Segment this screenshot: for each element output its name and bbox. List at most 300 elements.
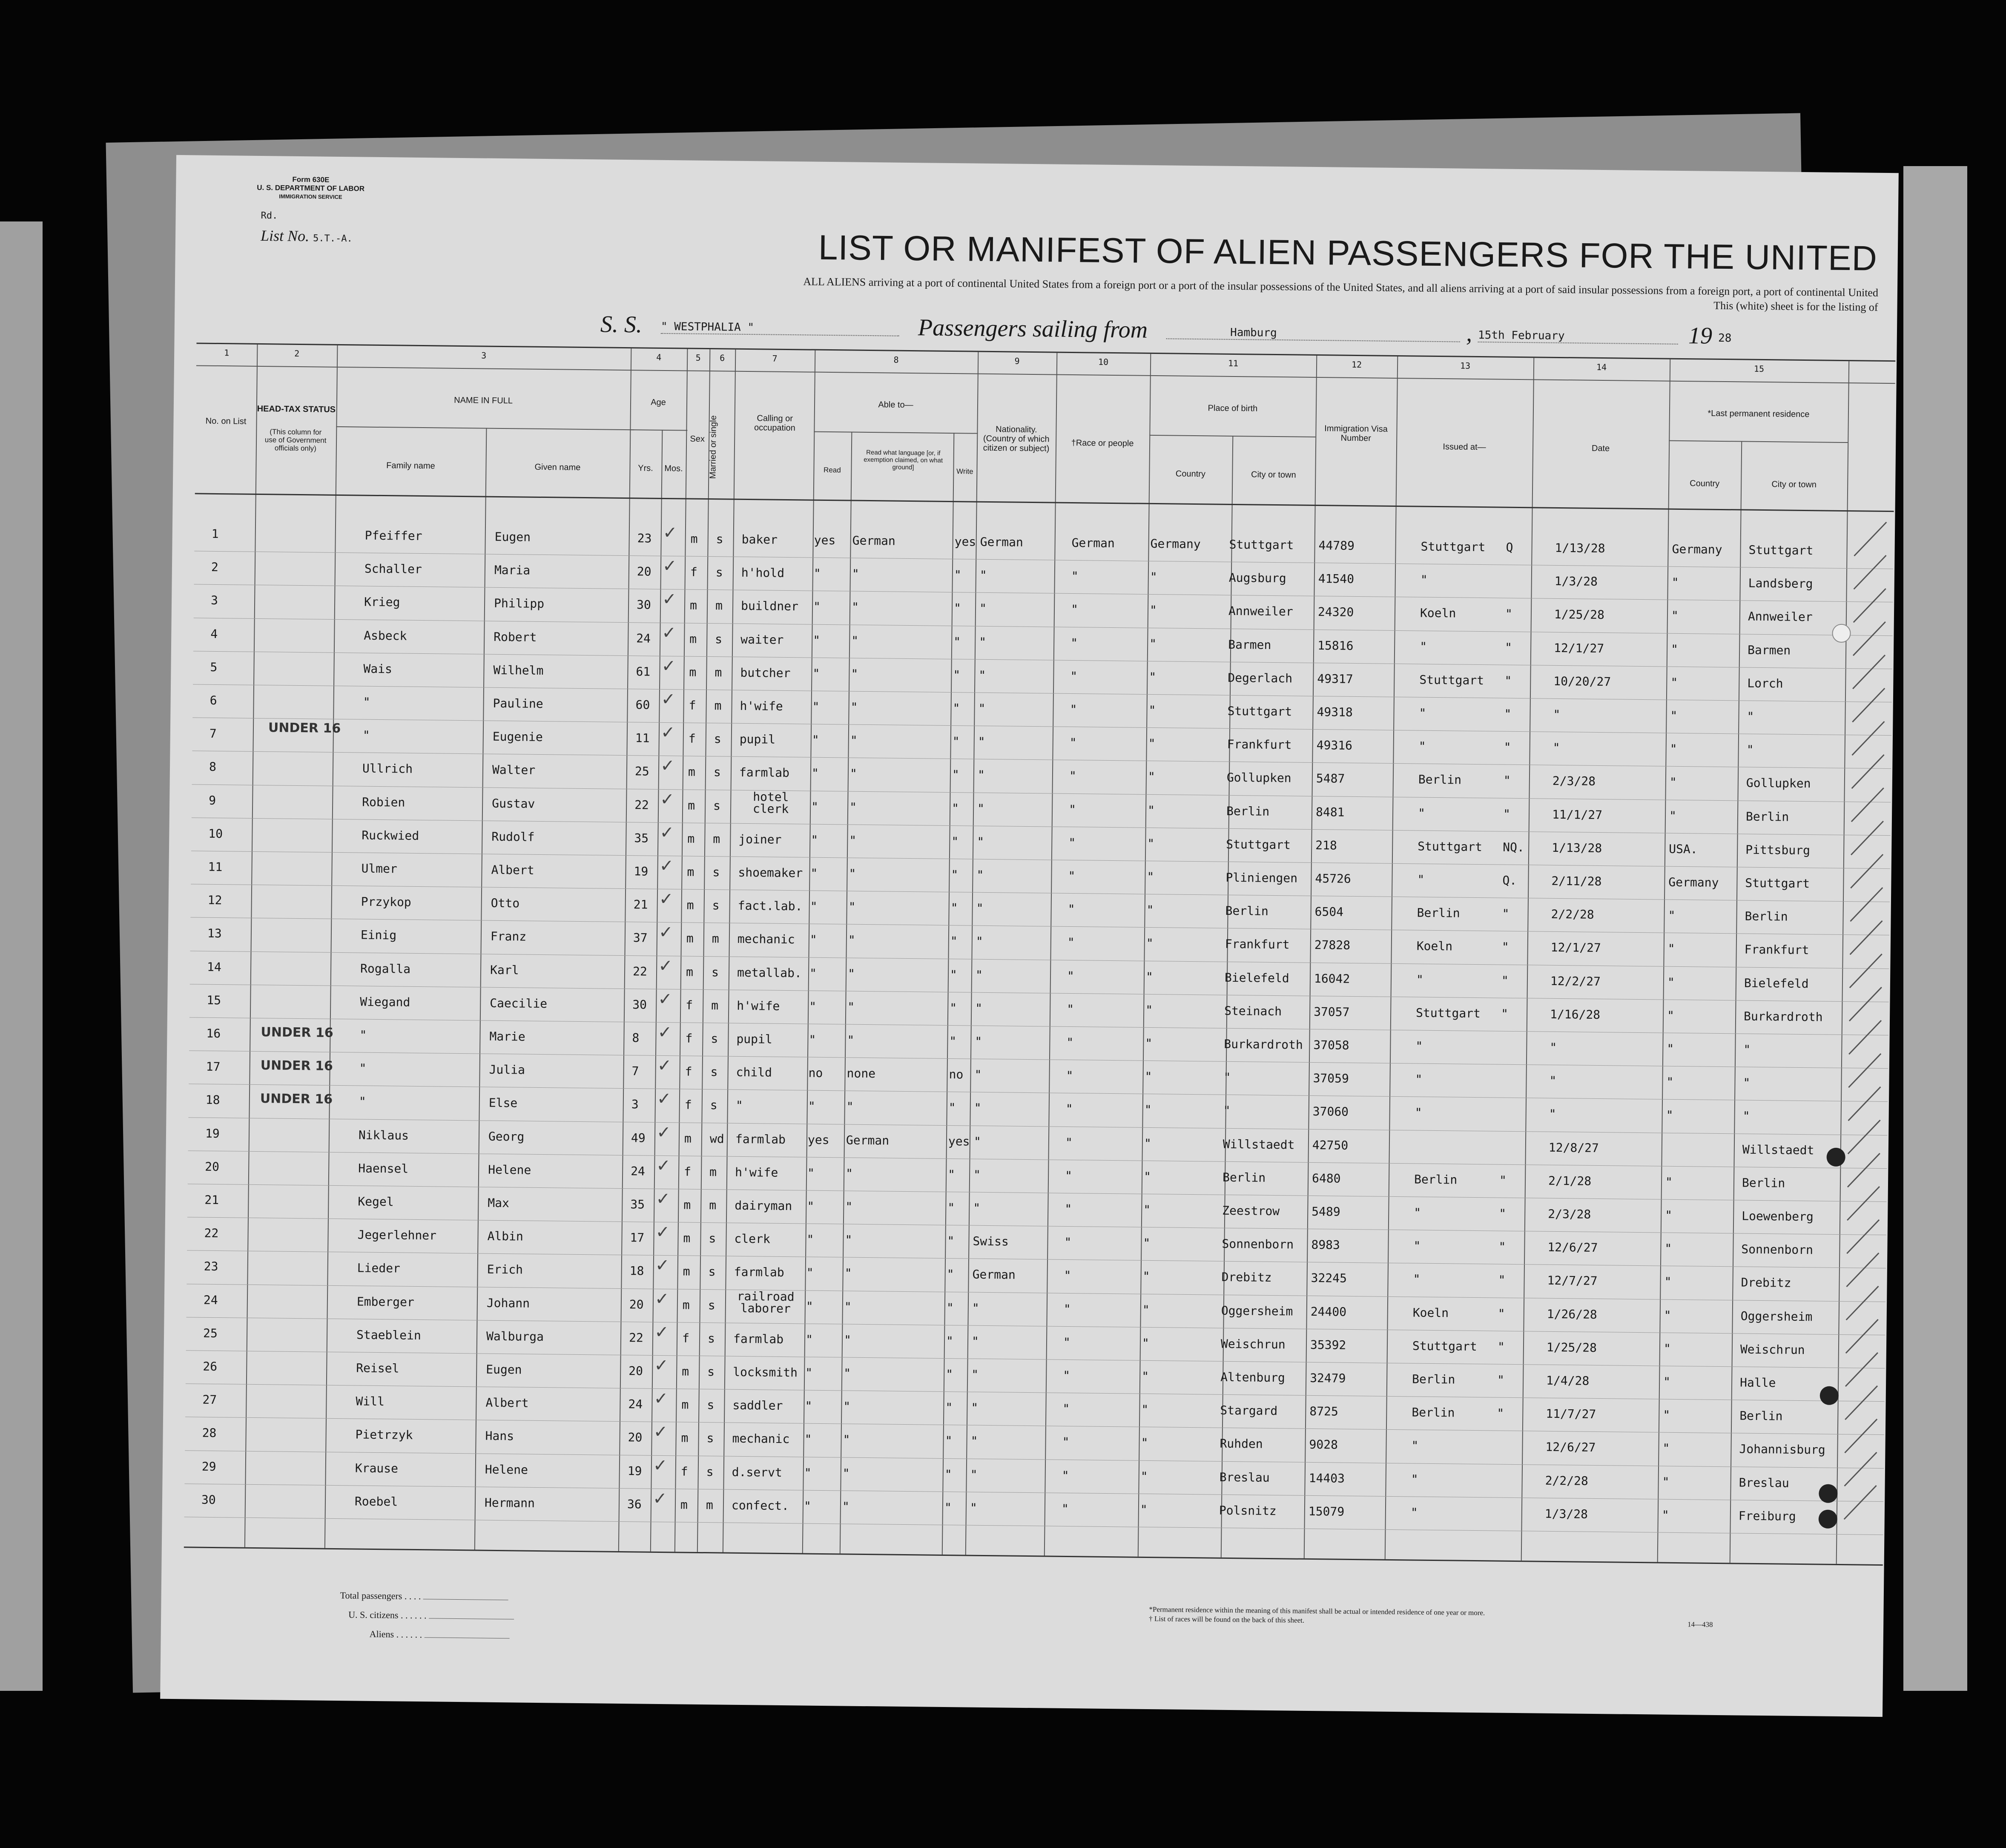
column-number: 1	[224, 348, 230, 358]
can-read: yes	[814, 533, 836, 548]
visa-date: 2/2/28	[1545, 1473, 1589, 1488]
can-write: "	[947, 1167, 956, 1181]
race: "	[1067, 1002, 1074, 1016]
list-label: List No.	[260, 227, 310, 245]
handwritten-stroke	[1845, 1352, 1878, 1387]
family-name: Einig	[360, 928, 397, 943]
column-number: 9	[1014, 356, 1020, 366]
binder-hole	[1819, 1509, 1837, 1528]
birth-country: "	[1145, 969, 1154, 984]
manifest-table	[184, 342, 1895, 1566]
race: "	[1068, 835, 1076, 850]
can-read: "	[805, 1399, 812, 1413]
family-name: Emberger	[356, 1294, 414, 1309]
occupation: fact.lab.	[738, 899, 803, 914]
visa-date: 12/2/27	[1550, 974, 1601, 989]
marital-status: s	[712, 865, 720, 879]
family-name: Haensel	[358, 1161, 409, 1176]
subtitle-line2: This (white) sheet is for the listing of	[1713, 299, 1878, 313]
under-16-stamp: UNDER 16	[260, 1058, 333, 1074]
header-nationality: Nationality. (Country of which citizen or subject)	[983, 425, 1050, 454]
can-read: "	[808, 1099, 815, 1114]
column-number: 2	[294, 348, 300, 359]
row-number: 15	[207, 993, 221, 1007]
under-16-stamp: UNDER 16	[261, 1025, 333, 1040]
residence-city: "	[1742, 1109, 1750, 1124]
check-mark-icon: ✓	[652, 1489, 667, 1509]
family-name: Staeblein	[356, 1328, 421, 1342]
residence-country: "	[1662, 1508, 1669, 1522]
marital-status: m	[714, 698, 722, 713]
can-write: "	[953, 701, 960, 716]
header-read-language: Read what language [or, if exemption claimed, on what ground]	[864, 448, 943, 471]
row-number: 10	[208, 826, 223, 841]
issued-code: "	[1498, 1239, 1506, 1254]
given-name: Else	[488, 1096, 518, 1110]
race: "	[1063, 1368, 1070, 1383]
header-place-of-birth: Place of birth	[1208, 403, 1258, 414]
visa-number: 45726	[1315, 871, 1351, 886]
given-name: Albert	[491, 862, 534, 877]
age-years: 36	[627, 1497, 642, 1512]
given-name: Robert	[494, 629, 537, 644]
can-read: "	[812, 666, 820, 681]
given-name: Hans	[485, 1429, 514, 1443]
family-name: "	[359, 1061, 367, 1075]
department: U. S. DEPARTMENT OF LABOR	[257, 183, 365, 193]
visa-date: 12/1/27	[1550, 940, 1601, 955]
occupation: joiner	[738, 832, 782, 847]
nationality: "	[970, 1500, 977, 1515]
birth-country: "	[1145, 1003, 1153, 1017]
birth-city: Frankfurt	[1225, 937, 1290, 952]
nationality: "	[979, 668, 986, 682]
nationality: "	[976, 868, 984, 882]
family-name: Pietrzyk	[355, 1427, 413, 1443]
residence-city: Drebitz	[1741, 1275, 1791, 1290]
handwritten-stroke	[1848, 1086, 1881, 1121]
form-header	[257, 175, 364, 202]
handwritten-stroke	[1847, 1219, 1879, 1254]
residence-city: Sonnenborn	[1741, 1242, 1814, 1257]
can-read: "	[812, 699, 820, 714]
issued-at: Berlin	[1417, 905, 1460, 920]
visa-number: 49316	[1316, 738, 1353, 753]
family-name: Wiegand	[360, 994, 410, 1009]
age-years: 19	[634, 864, 649, 879]
issued-at: "	[1415, 1039, 1423, 1053]
visa-date: 1/25/28	[1546, 1340, 1597, 1355]
header-res-city: City or town	[1771, 480, 1817, 490]
under-16-stamp: UNDER 16	[268, 720, 341, 736]
family-name: Krieg	[364, 595, 400, 609]
sailing-label: Passengers sailing from	[918, 314, 1148, 343]
column-number: 15	[1753, 363, 1765, 374]
visa-date: "	[1549, 1073, 1557, 1088]
marital-status: m	[715, 665, 722, 680]
can-write: "	[953, 601, 961, 615]
visa-date: "	[1550, 1040, 1557, 1055]
marital-status: m	[712, 931, 719, 946]
race: "	[1068, 868, 1076, 883]
handwritten-stroke	[1847, 1186, 1880, 1221]
occupation: mechanic	[732, 1431, 790, 1446]
marital-status: s	[707, 1331, 715, 1346]
header-last-residence: *Last permanent residence	[1708, 408, 1810, 420]
birth-city: Frankfurt	[1227, 737, 1292, 752]
sex: m	[682, 1364, 689, 1379]
age-years: 22	[628, 1331, 643, 1345]
given-name: Helene	[488, 1162, 531, 1177]
birth-country: "	[1144, 1136, 1151, 1150]
age-years: 20	[628, 1364, 643, 1378]
birth-city: Annweiler	[1228, 604, 1293, 619]
read-language: "	[847, 1000, 855, 1014]
nationality: "	[973, 1167, 981, 1182]
birth-country: "	[1149, 603, 1157, 618]
can-read: "	[809, 932, 817, 947]
race: "	[1068, 902, 1075, 917]
issued-code: "	[1502, 906, 1510, 921]
race: "	[1069, 769, 1076, 783]
residence-city: Berlin	[1745, 909, 1788, 924]
marital-status: s	[715, 632, 723, 647]
row-number: 28	[202, 1426, 217, 1440]
can-write: "	[951, 868, 959, 882]
issued-at: "	[1411, 1438, 1419, 1453]
check-mark-icon: ✓	[654, 1355, 669, 1376]
can-read: "	[810, 866, 818, 880]
binder-hole	[1832, 624, 1851, 643]
family-name: "	[362, 728, 370, 742]
sex: m	[689, 665, 697, 679]
age-years: 8	[632, 1031, 640, 1045]
sex: m	[687, 831, 695, 846]
can-read: "	[813, 600, 821, 614]
header-date: Date	[1591, 443, 1610, 454]
header-divider	[630, 429, 687, 431]
birth-city: Berlin	[1222, 1170, 1266, 1185]
visa-date: 12/1/27	[1553, 641, 1604, 655]
age-years: 60	[635, 698, 650, 712]
handwritten-stroke	[1850, 887, 1883, 922]
issued-code: "	[1504, 640, 1512, 655]
age-years: 20	[629, 1297, 644, 1312]
handwritten-stroke	[1851, 821, 1883, 855]
nationality: Swiss	[973, 1234, 1009, 1249]
handwritten-stroke	[1846, 1253, 1879, 1287]
occupation: farmlab	[735, 1132, 786, 1147]
residence-city: Willstaedt	[1742, 1142, 1814, 1157]
age-years: 3	[631, 1097, 639, 1112]
check-mark-icon: ✓	[663, 523, 677, 543]
issued-at: "	[1420, 572, 1428, 587]
header-yrs: Yrs.	[638, 463, 653, 473]
check-mark-icon: ✓	[654, 1389, 669, 1409]
family-name: Krause	[355, 1461, 399, 1476]
can-read: "	[809, 966, 817, 980]
marital-status: s	[711, 1032, 718, 1046]
residence-city: Breslau	[1739, 1475, 1789, 1490]
race: "	[1061, 1501, 1069, 1516]
age-years: 35	[634, 831, 649, 845]
sex: m	[689, 632, 697, 646]
check-mark-icon: ✓	[660, 723, 675, 743]
can-read: "	[809, 1032, 816, 1047]
visa-number: 6504	[1314, 905, 1344, 919]
occupation: farmlab	[739, 765, 790, 780]
row-number: 6	[209, 693, 217, 707]
read-language: "	[851, 633, 859, 648]
sex: f	[684, 1098, 692, 1112]
birth-country: "	[1143, 1202, 1151, 1217]
given-name: Helene	[485, 1462, 528, 1477]
residence-country: "	[1667, 975, 1675, 989]
check-mark-icon: ✓	[653, 1422, 668, 1442]
issued-code: "	[1499, 1173, 1507, 1187]
check-mark-icon: ✓	[657, 1089, 672, 1109]
header-married: Married or single	[708, 415, 718, 479]
issued-at: "	[1416, 972, 1424, 987]
can-read: "	[813, 633, 821, 647]
row-rule	[184, 1517, 1883, 1535]
issued-at: "	[1418, 739, 1426, 753]
visa-date: 2/3/28	[1548, 1207, 1591, 1221]
birth-city: Berlin	[1225, 904, 1268, 919]
issued-code: "	[1504, 740, 1511, 755]
residence-country: "	[1669, 808, 1677, 823]
birth-country: "	[1143, 1169, 1151, 1184]
read-language: "	[847, 966, 855, 981]
family-name: "	[363, 695, 370, 709]
issued-code: NQ.	[1503, 840, 1524, 854]
family-name: "	[359, 1028, 367, 1042]
race: "	[1065, 1102, 1073, 1116]
column-number: 4	[656, 352, 662, 362]
subtitle-line1: ALL ALIENS arriving at a port of continental United States from a foreign port or a port of the insular possessions of the United States, and all aliens arriving at a port of said insular possessions from a foreign port, a port of continental United	[803, 275, 1879, 299]
residence-city: Loewenberg	[1742, 1209, 1814, 1224]
occupation: locksmith	[733, 1365, 798, 1380]
handwritten-stroke	[1844, 1485, 1877, 1520]
residence-city: Pittsburg	[1745, 842, 1811, 857]
residence-country: "	[1670, 741, 1677, 756]
race: "	[1062, 1435, 1070, 1449]
issued-code: "	[1497, 1373, 1505, 1387]
header-calling: Calling or occupation	[754, 414, 795, 433]
sex: m	[683, 1198, 691, 1212]
visa-number: 35392	[1310, 1337, 1346, 1352]
visa-number: 37058	[1313, 1038, 1349, 1052]
row-number: 4	[210, 627, 218, 641]
family-name: Ulmer	[361, 861, 398, 876]
row-number: 11	[208, 859, 223, 874]
marital-status: s	[709, 1231, 716, 1246]
read-language: "	[842, 1499, 849, 1514]
nationality: "	[970, 1434, 978, 1449]
can-write: "	[946, 1334, 954, 1348]
residence-country: "	[1670, 708, 1678, 723]
read-language: "	[847, 1033, 855, 1047]
residence-city: Berlin	[1742, 1175, 1785, 1190]
birth-country: "	[1143, 1236, 1151, 1250]
residence-country: "	[1664, 1275, 1672, 1289]
can-write: "	[951, 834, 959, 849]
can-write: "	[952, 734, 960, 749]
nationality: "	[971, 1367, 979, 1382]
race: "	[1067, 935, 1075, 950]
header-age: Age	[651, 397, 666, 407]
can-read: "	[806, 1299, 813, 1313]
marital-status: s	[713, 798, 721, 813]
sex: m	[682, 1298, 690, 1312]
given-name: Johann	[486, 1296, 530, 1311]
can-read: "	[804, 1499, 811, 1513]
previous-page-edge	[0, 221, 43, 1691]
issued-at: Stuttgart	[1418, 839, 1483, 854]
age-years: 22	[632, 964, 647, 979]
marital-status: s	[707, 1398, 715, 1412]
occupation: pupil	[739, 732, 776, 747]
aliens-line	[425, 1637, 510, 1638]
column-number: 11	[1228, 358, 1239, 369]
visa-number: 49318	[1317, 705, 1353, 719]
can-write: "	[946, 1367, 953, 1382]
visa-date: 12/7/27	[1547, 1273, 1598, 1288]
read-language: "	[851, 600, 859, 615]
birth-city: Pliniengen	[1225, 870, 1298, 885]
check-mark-icon: ✓	[655, 1222, 670, 1242]
header-head-tax: HEAD-TAX STATUS	[257, 404, 336, 414]
birth-city: Stuttgart	[1226, 837, 1291, 852]
age-years: 11	[635, 731, 650, 745]
birth-country: "	[1150, 570, 1157, 584]
sex: f	[682, 1331, 690, 1345]
us-citizens-text: U. S. citizens	[348, 1609, 399, 1621]
given-name: Otto	[491, 896, 520, 911]
occupation: waiter	[740, 632, 784, 647]
aliens-label: Aliens . . . . . .	[370, 1629, 510, 1641]
read-language: "	[844, 1299, 852, 1314]
residence-city: Frankfurt	[1744, 942, 1809, 957]
given-name: Erich	[487, 1262, 523, 1277]
residence-country: "	[1668, 908, 1676, 923]
nationality: "	[977, 768, 985, 782]
visa-number: 24400	[1310, 1304, 1347, 1319]
birth-city: Stuttgart	[1227, 704, 1292, 719]
birth-city: Ruhden	[1220, 1437, 1263, 1451]
can-write: "	[950, 934, 958, 948]
ship-name: " WESTPHALIA "	[661, 320, 899, 336]
check-mark-icon: ✓	[662, 623, 677, 643]
check-mark-icon: ✓	[657, 1022, 672, 1043]
issued-at: "	[1418, 806, 1426, 820]
visa-date: 12/6/27	[1547, 1240, 1598, 1255]
birth-country: Germany	[1150, 536, 1201, 552]
visa-number: 8725	[1309, 1404, 1338, 1419]
can-write: "	[947, 1234, 955, 1248]
visa-date: "	[1549, 1107, 1556, 1121]
race: "	[1063, 1302, 1071, 1316]
sex: m	[687, 798, 695, 813]
residence-city: "	[1746, 742, 1754, 757]
residence-country: "	[1666, 1108, 1673, 1123]
can-write: "	[945, 1434, 953, 1448]
birth-country: "	[1149, 670, 1157, 684]
row-number: 26	[203, 1359, 218, 1374]
sex: f	[685, 1031, 693, 1046]
visa-date: "	[1553, 707, 1561, 722]
family-name: Kegel	[358, 1194, 394, 1209]
can-write: "	[951, 801, 959, 815]
handwritten-stroke	[1852, 721, 1885, 756]
column-number: 12	[1351, 359, 1362, 370]
race: "	[1066, 1069, 1073, 1083]
birth-city: Stargard	[1220, 1403, 1278, 1418]
visa-number: 218	[1315, 838, 1337, 853]
check-mark-icon: ✓	[660, 756, 675, 776]
nationality: "	[977, 801, 985, 816]
check-mark-icon: ✓	[658, 956, 673, 976]
residence-city: Stuttgart	[1748, 543, 1814, 558]
residence-country: "	[1663, 1374, 1671, 1389]
visa-date: 2/3/28	[1552, 774, 1596, 789]
sex: f	[690, 565, 697, 579]
given-name: Eugenie	[492, 729, 543, 744]
visa-date: 1/3/28	[1544, 1506, 1588, 1521]
marital-status: s	[713, 765, 721, 779]
occupation: clerk	[734, 1231, 770, 1246]
residence-country: "	[1671, 575, 1679, 590]
visa-number: 6480	[1312, 1171, 1341, 1186]
given-name: Philipp	[494, 596, 545, 611]
sex: f	[688, 731, 696, 746]
row-number: 20	[205, 1159, 220, 1174]
check-mark-icon: ✓	[659, 889, 674, 909]
form-number: Form 630E	[292, 175, 330, 184]
us-citizens-label: U. S. citizens . . . . . .	[348, 1609, 514, 1622]
birth-city: Sonnenborn	[1222, 1236, 1294, 1252]
can-write: "	[947, 1267, 954, 1282]
header-divider	[195, 493, 1894, 512]
residence-country: "	[1667, 1008, 1675, 1023]
residence-country: "	[1665, 1175, 1673, 1189]
row-number: 13	[207, 926, 222, 941]
residence-city: Landsberg	[1748, 576, 1813, 591]
residence-city: "	[1743, 1042, 1751, 1057]
check-mark-icon: ✓	[661, 689, 676, 710]
manifest-page	[160, 155, 1899, 1717]
occupation: confect.	[731, 1498, 789, 1513]
total-passengers-line	[423, 1599, 508, 1600]
header-read: Read	[824, 466, 841, 474]
given-name: Franz	[490, 929, 527, 944]
residence-country: "	[1669, 775, 1677, 790]
marital-status: m	[706, 1497, 714, 1512]
family-name: Ruckwied	[362, 828, 419, 843]
check-mark-icon: ✓	[659, 856, 674, 876]
handwritten-stroke	[1848, 1153, 1880, 1187]
residence-city: Halle	[1739, 1375, 1776, 1390]
family-name: Will	[356, 1394, 385, 1409]
family-name: Jegerlehner	[357, 1227, 437, 1243]
visa-number: 27828	[1314, 938, 1351, 953]
family-name: Robien	[362, 795, 405, 810]
occupation: child	[736, 1065, 772, 1080]
handwritten-stroke	[1851, 854, 1883, 888]
can-write: "	[953, 667, 961, 682]
header-birth-city: City or town	[1251, 470, 1296, 480]
visa-number: 16042	[1314, 971, 1350, 986]
